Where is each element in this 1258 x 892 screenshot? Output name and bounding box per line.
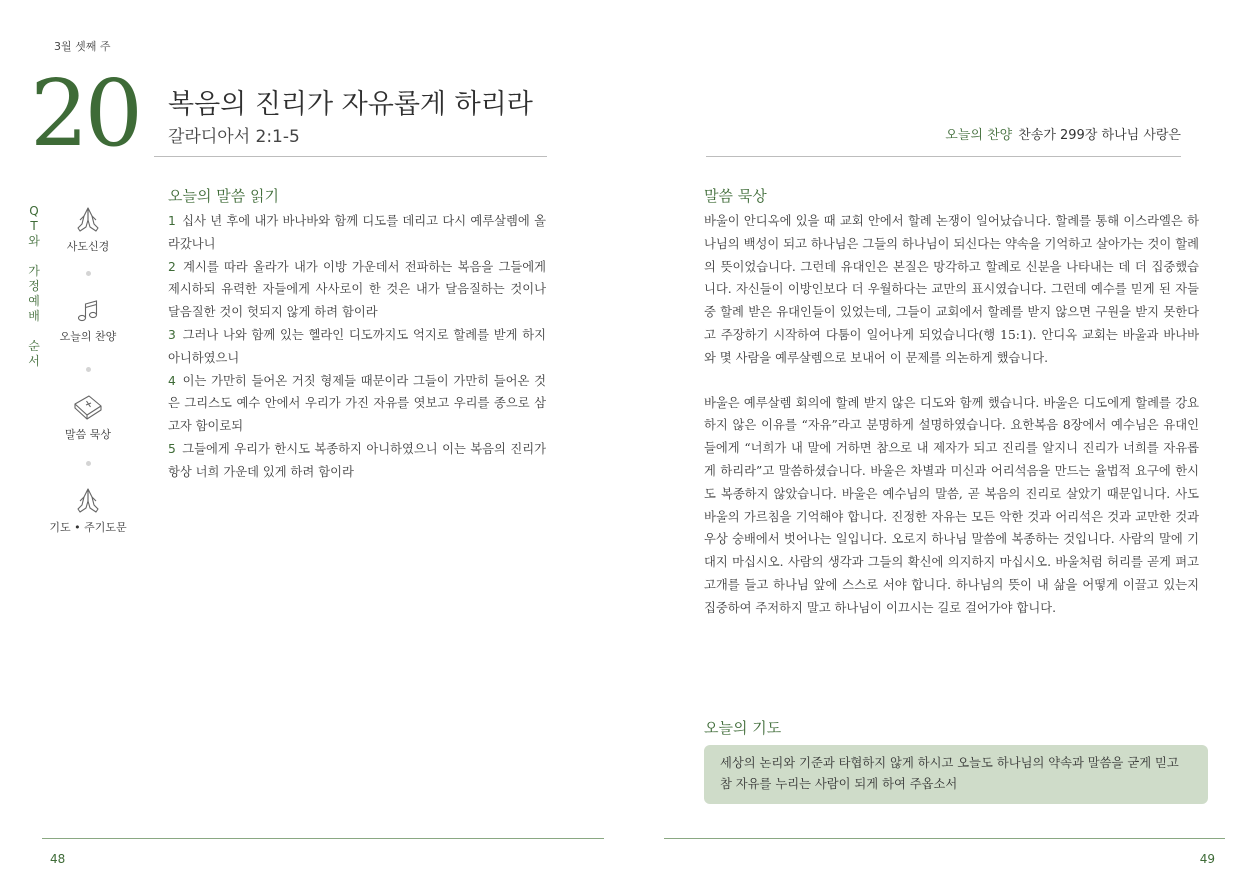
prayer-text: 세상의 논리와 기준과 타협하지 않게 하시고 오늘도 하나님의 약속과 말씀을 굳게 믿고 참 자유를 누리는 사람이 되게 하여 주옵소서 [720, 756, 1179, 791]
verse-number: 3 [168, 327, 176, 342]
vertical-char: 순 [28, 339, 40, 353]
nav-item-prayer[interactable] [38, 487, 138, 535]
reading-text [168, 210, 546, 484]
praying-hands-icon [73, 206, 103, 234]
vertical-char: 예 [28, 294, 40, 308]
nav-separator-dot [86, 367, 91, 372]
verse [168, 256, 546, 324]
bible-icon [72, 392, 104, 422]
meditation-text [704, 210, 1199, 620]
hymn-info [945, 124, 1181, 143]
hymn-label: 오늘의 찬양 [945, 128, 1013, 143]
verse [168, 210, 546, 256]
vertical-char: 정 [28, 279, 40, 293]
week-label: 3월 셋째 주 [54, 40, 111, 53]
prayer-title: 오늘의 기도 [704, 719, 782, 737]
verse [168, 370, 546, 438]
day-number: 20 [30, 60, 140, 167]
nav-separator-dot [86, 271, 91, 276]
nav-label: 오늘의 찬양 [59, 330, 117, 343]
meditation-paragraph: 바울은 예루살렘 회의에 할례 받지 않은 디도와 함께 했습니다. 바울은 디도에게 할례를 강요하지 않은 이유를 “자유”라고 분명하게 설명하였습니다. 요한복음 8장에서 예수님은 유대인들에게 “너희가 내 말에 거하면 참으로 내 제자가 되고 진리를 알지니 진리가 너희를 자유롭게 하리라”고 말씀하셨습니다. 바울은 차별과 미신과 어리석음을 만드는 율법적 요구에 한시도 복종하지 않았습니다. 바울은 예수님의 말씀, 곧 복음의 진리로 살았기 때문입니다. 사도 바울의 가르침을 기억해야 합니다. 진정한 자유는 모든 악한 것과 어리석은 것과 교만한 것과 우상 숭배에서 벗어나는 일입니다. 오로지 하나님 말씀에 복종하는 것입니다. 사람의 말에 기대지 마십시오. 사람의 생각과 그들의 확신에 의지하지 마십시오. 바울처럼 허리를 곧게 펴고 고개를 들고 하나님 앞에 스스로 서야 합니다. 하나님의 뜻이 내 삶을 어떻게 이끌고 있는지 집중하여 주저하지 말고 하나님이 이끄시는 길로 걸어가야 합니다. [704, 395, 1199, 615]
hymn-value: 찬송가 299장 하나님 사랑은 [1018, 128, 1181, 143]
verse-text: 십사 년 후에 내가 바나바와 함께 디도를 데리고 다시 예루살렘에 올라갔나니 [168, 214, 546, 251]
vertical-char: Q [29, 204, 39, 218]
music-note-icon [75, 298, 101, 324]
praying-hands-icon [73, 487, 103, 515]
nav-item-apostles-creed[interactable] [38, 206, 138, 254]
meditation-title: 말씀 묵상 [704, 187, 767, 205]
verse-number: 4 [168, 373, 176, 388]
page-number-right: 49 [1199, 852, 1215, 866]
page-title: 복음의 진리가 자유롭게 하리라 [168, 89, 533, 120]
verse-text: 이는 가만히 들어온 거짓 형제들 때문이라 그들이 가만히 들어온 것은 그리스도 예수 안에서 우리가 가진 자유를 엿보고 우리를 종으로 삼고자 함이로되 [168, 373, 546, 434]
scripture-reference: 갈라디아서 2:1-5 [168, 127, 300, 147]
nav-separator-dot [86, 461, 91, 466]
vertical-char: T [30, 219, 38, 233]
nav-label: 말씀 묵상 [64, 428, 111, 441]
nav-item-todays-hymn[interactable] [38, 298, 138, 344]
vertical-char: 배 [28, 309, 40, 323]
page-number-left: 48 [50, 852, 66, 866]
divider [154, 156, 547, 157]
reading-title: 오늘의 말씀 읽기 [168, 187, 279, 205]
vertical-char: 와 [28, 234, 40, 248]
vertical-char: 가 [28, 264, 40, 278]
verse [168, 438, 546, 484]
prayer-box [704, 745, 1208, 804]
verse-text: 그들에게 우리가 한시도 복종하지 아니하였으니 이는 복음의 진리가 항상 너희 가운데 있게 하려 함이라 [168, 441, 546, 479]
nav-label: 기도 • 주기도문 [49, 521, 127, 534]
verse-number: 2 [168, 259, 176, 274]
footer-divider [42, 838, 604, 839]
vertical-char: 서 [28, 354, 40, 368]
nav-item-word-meditation[interactable] [38, 392, 138, 442]
verse-number: 5 [168, 441, 176, 456]
verse [168, 324, 546, 370]
nav-label: 사도신경 [66, 240, 110, 253]
meditation-paragraph: 바울이 안디옥에 있을 때 교회 안에서 할례 논쟁이 일어났습니다. 할례를 통해 이스라엘은 하나님의 백성이 되고 하나님은 그들의 하나님이 되신다는 약속을 기억하고 살아가는 것이 할례의 뜻이었습니다. 그런데 유대인은 본질은 망각하고 할례로 신분을 나타내는 데 더 집중했습니다. 자신들이 이방인보다 더 우월하다는 교만의 표시였습니다. 그런데 예수를 믿게 된 자들 중 할례 받은 유대인들이 있었는데, 그들이 교회에서 할례를 받지 않으면 구원을 받지 못한다고 주장하기 시작하여 다툼이 일어나게 되었습니다(행 15:1). 안디옥 교회는 바울과 바나바와 몇 사람을 예루살렘으로 보내어 이 문제를 의논하게 했습니다. [704, 214, 1199, 365]
verse-text: 그러나 나와 함께 있는 헬라인 디도까지도 억지로 할례를 받게 하지 아니하였으니 [168, 327, 546, 365]
verse-number: 1 [168, 214, 176, 228]
footer-divider [664, 838, 1225, 839]
divider [706, 156, 1181, 157]
verse-text: 계시를 따라 올라가 내가 이방 가운데서 전파하는 복음을 그들에게 제시하되 유력한 자들에게 사사로이 한 것은 내가 달음질하는 것이나 달음질한 것이 헛되지 않게 하려 함이라 [168, 259, 546, 320]
